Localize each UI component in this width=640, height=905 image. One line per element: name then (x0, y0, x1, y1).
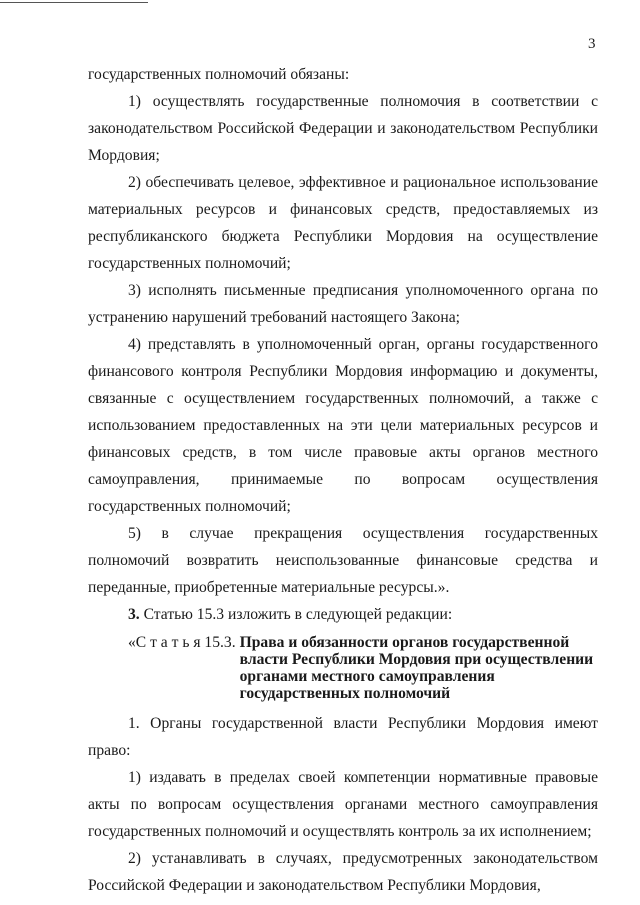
article-title-rest: власти Республики Мордовия при осуществлении органами местного самоуправления государственных полномочий (239, 651, 594, 702)
amendment-instruction (88, 601, 598, 628)
article-subclause-1: 1) издавать в пределах своей компетенции нормативные правовые акты по вопросам осуществления органами местного самоуправления государственных полномочий и осуществлять контроль за их исполнением; (88, 769, 598, 840)
article-clause-1: 1. Органы государственной власти Республики Мордовия имеют право: (88, 715, 598, 759)
list-item-1: 1) осуществлять государственные полномочия в соответствии с законодательством Российской Федерации и законодательством Республики Мордовия; (88, 93, 598, 164)
list-item-5: 5) в случае прекращения осуществления государственных полномочий возвратить неиспользованные финансовые средства и переданные, приобретенные материальные ресурсы.». (88, 525, 598, 596)
amendment-text: Статью 15.3 изложить в следующей редакции: (139, 606, 453, 623)
list-item-4: 4) представлять в уполномоченный орган, органы государственного финансового контроля Республики Мордовия информацию и документы, связанные с осуществлением государственных полномочий, а также с использованием предоставленных на эти цели материальных ресурсов и финансовых средств, в том числе правовые акты органов местного самоуправления, принимаемые по вопросам осуществления государственных полномочий; (88, 336, 598, 515)
article-heading (128, 629, 598, 702)
scan-edge-line (0, 2, 148, 3)
paragraph-continuation: государственных полномочий обязаны: (88, 66, 350, 83)
list-item-2: 2) обеспечивать целевое, эффективное и рациональное использование материальных ресурсов и финансовых средств, предоставляемых из республиканского бюджета Республики Мордовия на осуществление государственных полномочий; (88, 174, 598, 272)
document-body (88, 61, 598, 899)
article-prefix: «С т а т ь я 15.3. (128, 634, 236, 651)
article-title (240, 629, 598, 702)
amendment-number: 3. (128, 606, 140, 623)
article-title-line-1: Права и обязанности органов государственной (239, 634, 570, 651)
article-subclause-2: 2) устанавливать в случаях, предусмотренных законодательством Российской Федерации и законодательством Республики Мордовия, (88, 850, 598, 894)
list-item-3: 3) исполнять письменные предписания уполномоченного органа по устранению нарушений требований настоящего Закона; (88, 282, 598, 326)
page-number: 3 (588, 36, 596, 52)
